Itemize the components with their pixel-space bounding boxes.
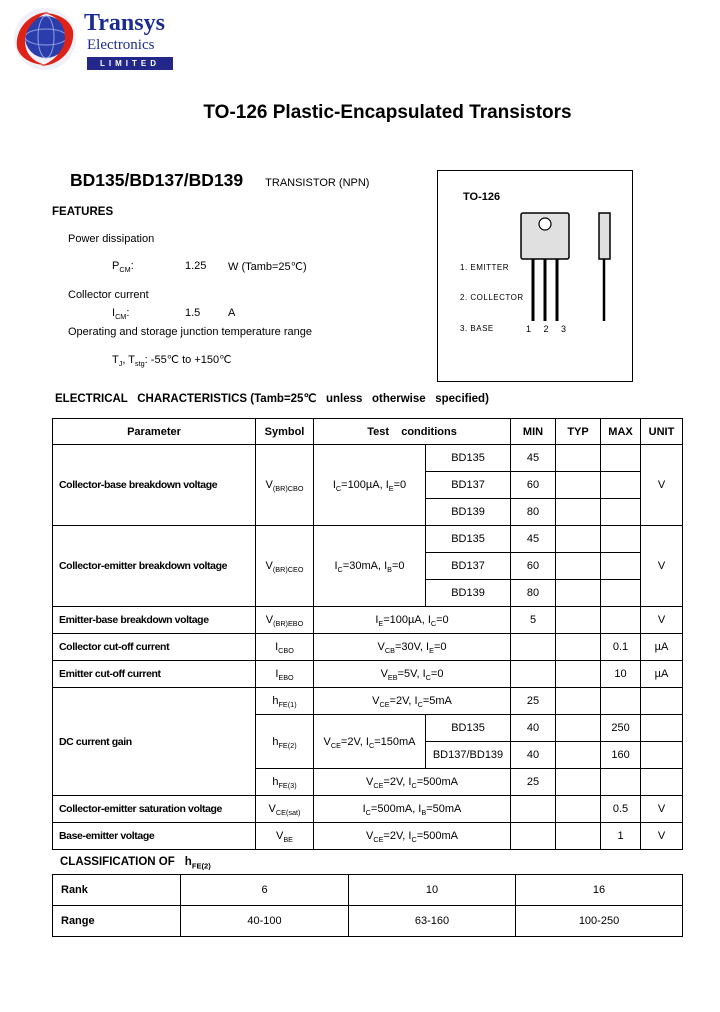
cell-cond-hfe2: $V_{CE}=2V$, $I_C=150mA$ <box>314 715 426 769</box>
cell-unit-vcesat: V <box>641 796 683 823</box>
cell-typ <box>556 553 601 580</box>
rank-value: 16 <box>516 875 683 906</box>
cell-cond-vbe: $V_{CE}=2V$, $I_C=500mA$ <box>314 823 511 850</box>
cell-max: 160 <box>601 742 641 769</box>
cell-parameter-ceo: Collector-emitter breakdown voltage <box>53 526 256 607</box>
cell-min: 80 <box>511 499 556 526</box>
cell-parameter-vbe: Base-emitter voltage <box>53 823 256 850</box>
temp-range-value: $T_J$, $T_{stg}$: -55℃ to +150℃ <box>112 354 232 369</box>
classification-heading-text: CLASSIFICATION OF <box>60 856 175 868</box>
rank-value: 6 <box>181 875 349 906</box>
cell-min: 5 <box>511 607 556 634</box>
cell-cond-hfe3: $V_{CE}=2V$, $I_C=500mA$ <box>314 769 511 796</box>
cell-min: 40 <box>511 715 556 742</box>
range-label: Range <box>53 906 181 937</box>
cell-min: 25 <box>511 688 556 715</box>
cell-min <box>511 634 556 661</box>
cell-min <box>511 796 556 823</box>
range-value: 63-160 <box>349 906 516 937</box>
cell-typ <box>556 661 601 688</box>
cell-parameter-vcesat: Collector-emitter saturation voltage <box>53 796 256 823</box>
cell-device: BD135 <box>426 526 511 553</box>
cell-min: 60 <box>511 553 556 580</box>
cell-unit-icbo: µA <box>641 634 683 661</box>
cell-cond-icbo: $V_{CB}=30V$, $I_E=0$ <box>314 634 511 661</box>
classification-heading-symbol: $h_{FE(2)}$ <box>184 856 211 871</box>
features-heading: FEATURES <box>52 206 114 218</box>
cell-parameter-hfe: DC current gain <box>53 688 256 796</box>
header-unit: UNIT <box>641 419 683 445</box>
cell-unit-ebo: V <box>641 607 683 634</box>
cell-typ <box>556 472 601 499</box>
cell-max <box>601 472 641 499</box>
to126-package-drawing <box>513 209 643 329</box>
cell-typ <box>556 769 601 796</box>
icm-symbol: $I_{CM}$: <box>112 307 130 322</box>
company-limited-badge: LIMITED <box>87 57 173 70</box>
part-header <box>70 170 369 191</box>
cell-min <box>511 823 556 850</box>
pcm-value: 1.25 <box>185 260 207 272</box>
cell-cond-cbo: $I_C=100\mu A$, $I_E=0$ <box>314 445 426 526</box>
pin-label-collector: 2. COLLECTOR <box>460 293 524 302</box>
cell-parameter-icbo: Collector cut-off current <box>53 634 256 661</box>
header-typ: TYP <box>556 419 601 445</box>
cell-symbol-cbo: $V_{(BR)CBO}$ <box>256 445 314 526</box>
company-subname: Electronics <box>87 37 155 53</box>
cell-cond-hfe1: $V_{CE}=2V$, $I_C=5mA$ <box>314 688 511 715</box>
package-box <box>437 170 633 382</box>
cell-typ <box>556 688 601 715</box>
cell-max <box>601 553 641 580</box>
cell-parameter-ebo: Emitter-base breakdown voltage <box>53 607 256 634</box>
cell-typ <box>556 796 601 823</box>
feature-temp-label: Operating and storage junction temperature range <box>68 326 312 338</box>
cell-symbol-ceo: $V_{(BR)CEO}$ <box>256 526 314 607</box>
pin-label-base: 3. BASE <box>460 324 494 333</box>
cell-symbol-iebo: $I_{EBO}$ <box>256 661 314 688</box>
range-value: 40-100 <box>181 906 349 937</box>
cell-device: BD139 <box>426 499 511 526</box>
cell-symbol-vcesat: $V_{CE(sat)}$ <box>256 796 314 823</box>
rank-label: Rank <box>53 875 181 906</box>
pin-numbers: 1 2 3 <box>526 324 572 334</box>
cell-symbol-hfe1: $h_{FE(1)}$ <box>256 688 314 715</box>
cell-typ <box>556 499 601 526</box>
icm-value: 1.5 <box>185 307 201 319</box>
cell-min: 45 <box>511 445 556 472</box>
feature-power-label: Power dissipation <box>68 233 155 245</box>
cell-unit-ceo: V <box>641 526 683 607</box>
cell-typ <box>556 715 601 742</box>
cell-parameter-iebo: Emitter cut-off current <box>53 661 256 688</box>
cell-cond-iebo: $V_{EB}=5V$, $I_C=0$ <box>314 661 511 688</box>
cell-typ <box>556 526 601 553</box>
company-name: Transys <box>84 10 165 36</box>
cell-unit-vbe: V <box>641 823 683 850</box>
header-test-conditions: Test conditions <box>314 419 511 445</box>
cell-typ <box>556 607 601 634</box>
pin-label-emitter: 1. EMITTER <box>460 263 510 272</box>
cell-max: 10 <box>601 661 641 688</box>
cell-max: 250 <box>601 715 641 742</box>
cell-min: 40 <box>511 742 556 769</box>
cell-min: 45 <box>511 526 556 553</box>
cell-max <box>601 580 641 607</box>
feature-current-label: Collector current <box>68 289 149 301</box>
page-title: TO-126 Plastic-Encapsulated Transistors <box>203 102 572 123</box>
range-value: 100-250 <box>516 906 683 937</box>
cell-max <box>601 499 641 526</box>
cell-min: 60 <box>511 472 556 499</box>
package-label: TO-126 <box>463 191 501 203</box>
cell-min: 25 <box>511 769 556 796</box>
cell-max: 0.1 <box>601 634 641 661</box>
pcm-symbol: $P_{CM}$: <box>112 260 134 275</box>
electrical-characteristics-heading: ELECTRICAL CHARACTERISTICS (Tamb=25℃ unless otherwise specified) <box>55 393 489 405</box>
cell-unit <box>641 769 683 796</box>
cell-max: 0.5 <box>601 796 641 823</box>
cell-device: BD135 <box>426 445 511 472</box>
cell-device: BD137/BD139 <box>426 742 511 769</box>
cell-min <box>511 661 556 688</box>
cell-min: 80 <box>511 580 556 607</box>
cell-cond-ceo: $I_C=30mA$, $I_B=0$ <box>314 526 426 607</box>
cell-symbol-hfe2: $h_{FE(2)}$ <box>256 715 314 769</box>
electrical-characteristics-table <box>52 418 683 850</box>
cell-typ <box>556 634 601 661</box>
cell-max: 1 <box>601 823 641 850</box>
cell-cond-ebo: $I_E=100\mu A$, $I_C=0$ <box>314 607 511 634</box>
cell-symbol-icbo: $I_{CBO}$ <box>256 634 314 661</box>
cell-symbol-ebo: $V_{(BR)EBO}$ <box>256 607 314 634</box>
cell-max <box>601 688 641 715</box>
header-symbol: Symbol <box>256 419 314 445</box>
part-type: TRANSISTOR (NPN) <box>265 177 370 189</box>
cell-unit-cbo: V <box>641 445 683 526</box>
cell-cond-vcesat: $I_C=500mA$, $I_B=50mA$ <box>314 796 511 823</box>
cell-max <box>601 445 641 472</box>
cell-device: BD137 <box>426 553 511 580</box>
cell-device: BD137 <box>426 472 511 499</box>
cell-unit <box>641 715 683 742</box>
cell-unit <box>641 742 683 769</box>
header-max: MAX <box>601 419 641 445</box>
rank-value: 10 <box>349 875 516 906</box>
cell-typ <box>556 823 601 850</box>
cell-symbol-hfe3: $h_{FE(3)}$ <box>256 769 314 796</box>
cell-unit <box>641 688 683 715</box>
cell-max <box>601 607 641 634</box>
company-logo-globe-icon <box>13 7 77 71</box>
cell-unit-iebo: µA <box>641 661 683 688</box>
cell-device: BD139 <box>426 580 511 607</box>
cell-typ <box>556 580 601 607</box>
cell-typ <box>556 742 601 769</box>
cell-max <box>601 769 641 796</box>
part-number: BD135/BD137/BD139 <box>70 170 244 190</box>
classification-table <box>52 874 683 937</box>
pcm-unit: W (Tamb=25℃) <box>228 261 307 273</box>
cell-symbol-vbe: $V_{BE}$ <box>256 823 314 850</box>
cell-max <box>601 526 641 553</box>
cell-device: BD135 <box>426 715 511 742</box>
icm-unit: A <box>228 307 236 319</box>
classification-heading <box>60 856 211 871</box>
header-min: MIN <box>511 419 556 445</box>
cell-typ <box>556 445 601 472</box>
cell-parameter-cbo: Collector-base breakdown voltage <box>53 445 256 526</box>
header-parameter: Parameter <box>53 419 256 445</box>
